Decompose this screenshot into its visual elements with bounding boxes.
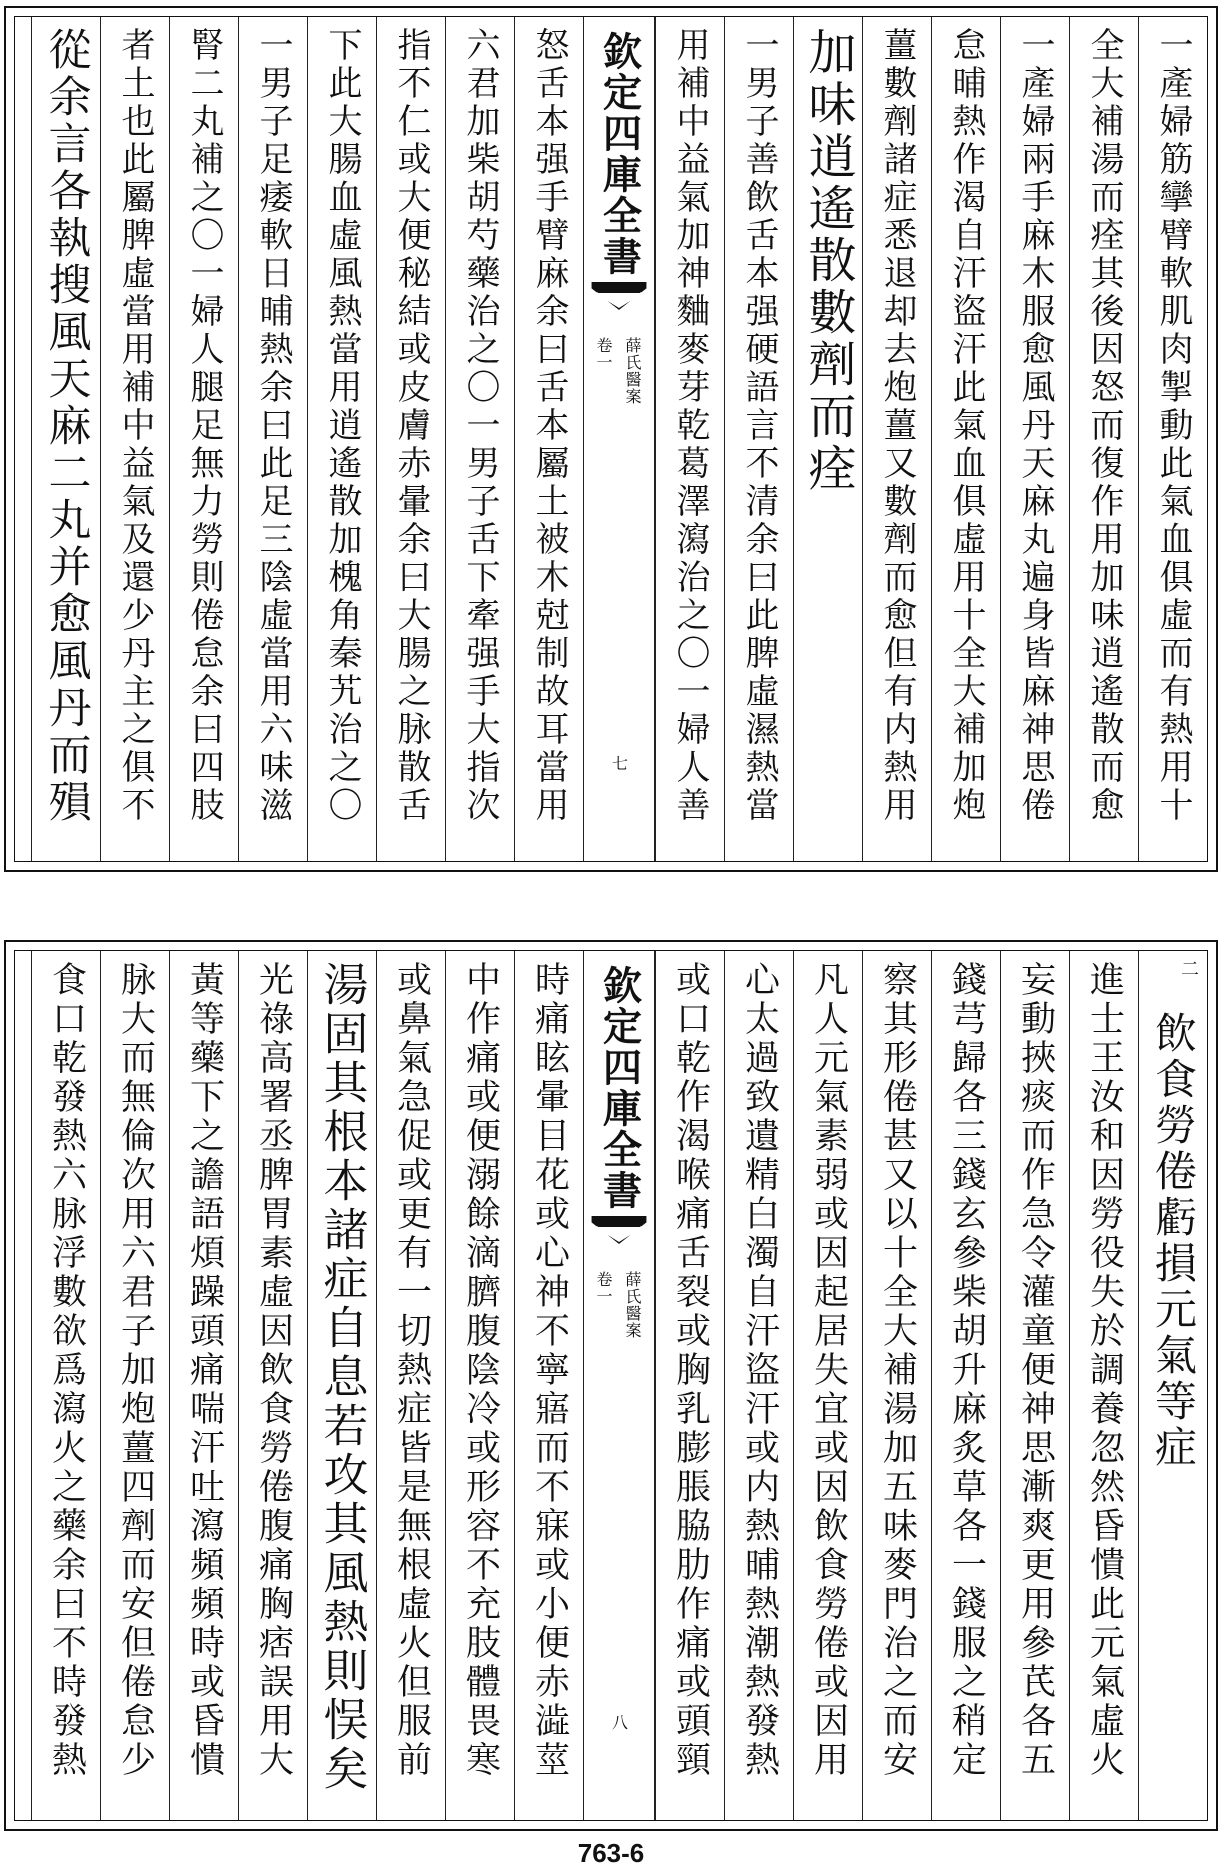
column-text: 一男子足痿軟日晡熱余曰此足三陰虛當用六味滋 [253, 27, 293, 825]
column-text: 加味逍遙散數劑而痊 [800, 27, 856, 495]
column-text: 湯固其根本諸症自息若攻其風熱則悮矣 [315, 961, 369, 1794]
text-column [655, 17, 724, 861]
column-text: 察其形倦甚又以十全大補湯加五味麥門治之而安 [877, 961, 918, 1780]
text-column [724, 17, 793, 861]
text-column [238, 17, 307, 861]
text-column [793, 17, 862, 861]
top-page-frame [14, 16, 1208, 862]
banner-page-number: 七 [609, 755, 629, 771]
column-text: 怠晡熱作渴自汗盜汗此氣血俱虛用十全大補加炮 [946, 27, 986, 825]
text-column [514, 951, 583, 1820]
text-column [862, 951, 931, 1820]
fishtail-mark-icon [591, 1215, 647, 1249]
column-text: 全大補湯而痊其後因怒而復作用加味逍遙散而愈 [1084, 27, 1124, 825]
column-text: 脉大而無倫次用六君子加炮薑四劑而安但倦怠少 [115, 961, 156, 1780]
column-text: 指不仁或大便秘結或皮膚赤暈余曰大腸之脉散舌 [391, 27, 431, 825]
text-column [1069, 17, 1138, 861]
banner-book-title: 薛氏醫案 [623, 1271, 642, 1339]
text-column [376, 951, 445, 1820]
column-text: 六君加柴胡芍藥治之〇一男子舌下牽强手大指次 [460, 27, 500, 825]
text-column [307, 951, 376, 1820]
column-text: 光祿高署丞脾胃素虛因飲食勞倦腹痛胸痞誤用大 [253, 961, 294, 1780]
text-column [445, 17, 514, 861]
column-text: 薑數劑諸症悉退却去炮薑又數劑而愈但有内熱用 [877, 27, 917, 825]
text-column [100, 17, 169, 861]
section-heading: 飲食勞倦虧損元氣等症 [1149, 1011, 1198, 1471]
text-column [1069, 951, 1138, 1820]
column-text: 或鼻氣急促或更有一切熱症皆是無根虛火但服前 [391, 961, 432, 1780]
page-footer-number: 763-6 [577, 1838, 645, 1868]
column-text: 腎二丸補之〇一婦人腿足無力勞則倦怠余曰四肢 [184, 27, 224, 825]
column-text: 進士王汝和因勞役失於調養忽然昏憒此元氣虛火 [1084, 961, 1125, 1780]
column-text: 者土也此屬脾虛當用補中益氣及還少丹主之俱不 [115, 27, 155, 825]
text-column [169, 17, 238, 861]
text-column [31, 951, 100, 1820]
text-column [307, 17, 376, 861]
text-column [376, 17, 445, 861]
banner-page-number: 八 [609, 1714, 629, 1730]
text-column [655, 951, 724, 1820]
center-banner [583, 951, 655, 1820]
leaf-marker: 二 [1181, 959, 1199, 980]
column-text: 怒舌本强手臂麻余曰舌本屬土被木尅制故耳當用 [529, 27, 569, 825]
text-column [724, 951, 793, 1820]
text-column [31, 17, 100, 861]
text-column [514, 17, 583, 861]
column-text: 一產婦兩手麻木服愈風丹天麻丸遍身皆麻神思倦 [1015, 27, 1055, 825]
text-column [1000, 17, 1069, 861]
bottom-page [4, 940, 1218, 1831]
banner-title: 欽定四庫全書 [596, 965, 643, 1211]
column-text: 妄動挾痰而作急令灌童便神思漸爽更用參芪各五 [1015, 961, 1056, 1780]
column-text: 凡人元氣素弱或因起居失宜或因飲食勞倦或因用 [808, 961, 849, 1780]
column-text: 一產婦筋攣臂軟肌肉掣動此氣血俱虛而有熱用十 [1153, 27, 1193, 825]
text-column [445, 951, 514, 1820]
column-text: 從余言各執搜風天麻二丸并愈風丹而殞 [41, 27, 92, 826]
top-page [4, 6, 1218, 872]
column-text: 用補中益氣加神麯麥芽乾葛澤瀉治之〇一婦人善 [670, 27, 710, 825]
text-column [1138, 17, 1207, 861]
bottom-page-frame [14, 950, 1208, 1821]
fishtail-mark-icon [591, 281, 647, 315]
text-column [238, 951, 307, 1820]
banner-title: 欽定四庫全書 [596, 31, 643, 277]
column-text: 或口乾作渴喉痛舌裂或胸乳膨脹脇肋作痛或頭頸 [670, 961, 711, 1780]
banner-book-title: 薛氏醫案 [623, 337, 642, 405]
text-column [931, 951, 1000, 1820]
column-text: 下此大腸血虛風熱當用逍遙散加槐角秦艽治之〇 [322, 27, 362, 825]
text-column [862, 17, 931, 861]
column-text: 食口乾發熱六脉浮數欲爲瀉火之藥余曰不時發熱 [46, 961, 87, 1780]
section-heading-column [1138, 951, 1207, 1820]
banner-volume: 卷一 [594, 1271, 613, 1305]
text-column [931, 17, 1000, 861]
banner-volume: 卷一 [594, 337, 613, 371]
text-column [793, 951, 862, 1820]
center-banner [583, 17, 655, 861]
text-column [100, 951, 169, 1820]
column-text: 一男子善飲舌本强硬語言不清余曰此脾虛濕熱當 [739, 27, 779, 825]
text-column [1000, 951, 1069, 1820]
text-column [169, 951, 238, 1820]
column-text: 心太過致遺精白濁自汗盜汗或内熱晡熱潮熱發熱 [739, 961, 780, 1780]
column-text: 錢芎歸各三錢玄參柴胡升麻炙草各一錢服之稍定 [946, 961, 987, 1780]
column-text: 時痛眩暈目花或心神不寧寤而不寐或小便赤澁莖 [529, 961, 570, 1780]
column-text: 黃等藥下之譫語煩躁頭痛喘汗吐瀉頻頻時或昏憒 [184, 961, 225, 1780]
column-text: 中作痛或便溺餘滴臍腹陰冷或形容不充肢體畏寒 [460, 961, 501, 1780]
